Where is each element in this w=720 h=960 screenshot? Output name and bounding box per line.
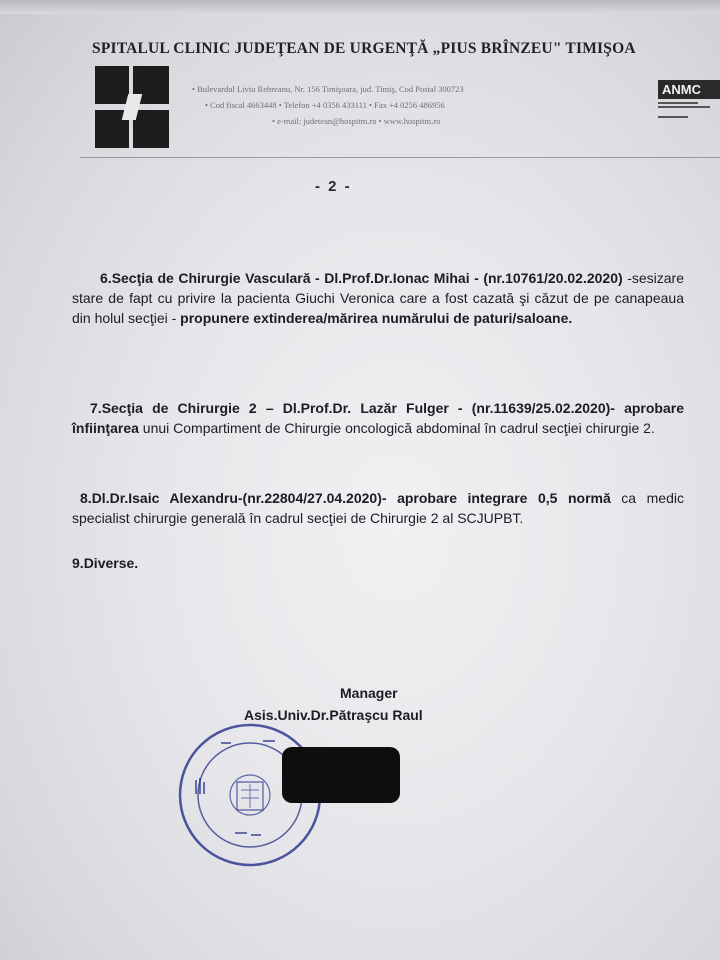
signatory-role: Manager: [340, 685, 398, 701]
accreditation-label: ANMC: [658, 80, 720, 99]
item-text: unui Compartiment de Chirurgie oncologică abdominal în cadrul secţiei chirurgie 2.: [138, 420, 655, 436]
item-text: ca medic specialist chirurgie generală în cadrul secţiei de Chirurgie 2 al SCJUPBT.: [72, 490, 684, 526]
item-heading: Secţia de Chirurgie 2 – Dl.Prof.Dr. Lazăr Fulger - (nr.11639/25.02.2020)- aprobare înfiinţarea: [72, 400, 684, 436]
accreditation-fineprint: [658, 102, 720, 118]
agenda-item-8: [72, 488, 684, 528]
item-number: 7.: [90, 400, 102, 416]
redaction-mark: [282, 747, 400, 803]
item-number: 6.: [100, 270, 112, 286]
item-proposal: propunere extinderea/mărirea numărului de paturi/saloane.: [180, 310, 573, 326]
header-divider: [80, 157, 720, 158]
hospital-name: SPITALUL CLINIC JUDEŢEAN DE URGENŢĂ „PIUS BRÎNZEU" TIMIŞOA: [92, 40, 636, 57]
item-heading: Dl.Dr.Isaic Alexandru-(nr.22804/27.04.2020)- aprobare integrare 0,5 normă: [91, 490, 611, 506]
document-page: [0, 10, 720, 960]
agenda-item-6: [72, 268, 684, 328]
email-line: • e-mail: judetean@hospitm.ro • www.hospitm.ro: [272, 116, 441, 126]
item-text: -sesizare stare de fapt cu privire la pacienta Giuchi Veronica care a fost cazată şi căzut de pe canapeaua din holul secţiei -: [72, 270, 684, 326]
agenda-item-7: [72, 398, 684, 438]
item-number: 9.: [72, 555, 84, 571]
item-heading: Diverse.: [83, 555, 139, 571]
contact-line: • Cod fiscal 4663448 • Telefon +4 0356 433111 • Fax +4 0256 486956: [205, 100, 445, 110]
item-heading: Secţia de Chirurgie Vasculară - Dl.Prof.Dr.Ionac Mihai - (nr.10761/20.02.2020): [111, 270, 623, 286]
signatory-name: Asis.Univ.Dr.Pătraşcu Raul: [244, 707, 423, 723]
accreditation-badge: [658, 80, 720, 146]
item-number: 8.: [80, 490, 92, 506]
page-number: - 2 -: [315, 178, 352, 195]
address-line: • Bulevardul Liviu Rebreanu, Nr. 156 Timişoara, jud. Timiş, Cod Postal 300723: [192, 84, 464, 94]
agenda-item-9: [72, 553, 372, 573]
hospital-logo-icon: [95, 66, 169, 150]
